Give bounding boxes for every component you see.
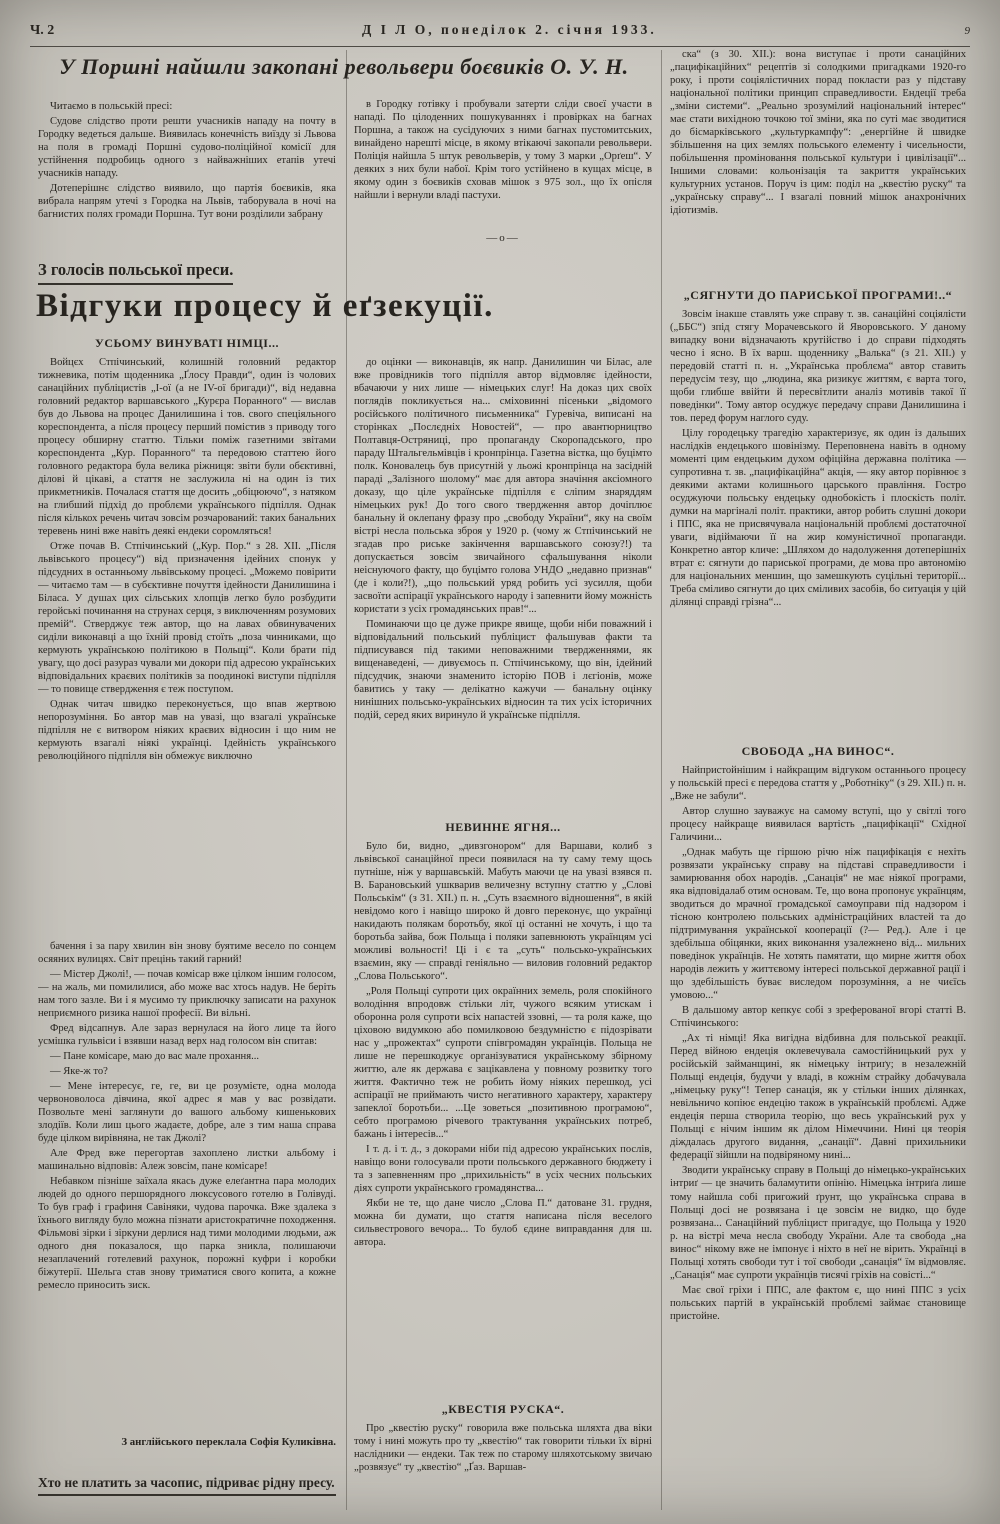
paragraph: — Яке-ж то? bbox=[50, 1066, 108, 1078]
kvestia-ruska-text bbox=[354, 1422, 652, 1514]
column-rule bbox=[346, 50, 347, 1510]
paragraph: Отже почав В. Стпічинський („Кур. Пор.“ з 28. XII. „Після львівського процесу“) від призначення ідейних спонук у підсудних в останньому львівському процесі. „Можемо повірити — читаємо там — в субєктивне почуття ідейности Данилишина і Біласа. У душах цих сільських хлопців легко було розбудити геройські починання на струнах серця, з виключенням розумових премій“. Стверджує теж автор, що на лавах обвинувачених сиділи виконавці а що їхній провід стоїть „поза чинниками, що кермують українською політикою в Польщі“. Коли брати під увагу, що досі разураз чували ми докори під адресою українських відповідальних краєвих політиків за поодинокі виступи підпілля — то повище ствердження є теж поступом. bbox=[38, 541, 336, 696]
feuilleton-text bbox=[38, 940, 336, 1432]
paragraph: Зводити українську справу в Польщі до німецько-українських інтриґ — це значить баламутити опінію. Німецька інтриґа лише тому найшла собі пригожий ґрунт, що українська справа в Польщі досі не розвязана і це зовсім не видко, що буде розвязана... Санаційний публіцист пригадує, що Польща у 1920 р. на вістрі меча несла свободу України. Але та свобода „на винос“ нікому вже не імпонує і ніхто в неї не вірить. Українці в Польщі хотять свободи тут і тої свободи „санація“ їм відмовляє. „Санація“ має супроти українців тисячі гріхів на совісті...“ bbox=[670, 1165, 966, 1281]
section-headline: Відгуки процесу й еґзекуції. bbox=[36, 288, 494, 324]
paragraph: Фред відсапнув. Але зараз вернулася на його лице та його усмішка гульвіси і взявши назад верх над голосом він спитав: bbox=[38, 1023, 336, 1048]
paragraph: „Однак мабуть ще гіршою річю ніж пацифікація є нехіть розвязати українську справу на підставі справедливости і замирювання обох народів. „Санація“ не має ніякої програми, яка відповідалаб отим основам. Те, що вона пропонує українцям, зводиться до мрачної громадської самоуправи під надзором і тісною контролею польських адміністраційних властей та до підтримування української кооперації (?— Ред.). Але і це здебільша обіцянки, яких виконання узалежнено від... мильних поведінок українців. Не хотять памятати, що мирне життя обох народів лежить у життєвому інтересі польської державної рації і що здебільшість буває виследом порозуміння, а не чиєїсь умовою...“ bbox=[670, 847, 966, 1002]
paragraph: Поминаючи що це дуже прикре явище, щоби ніби поважний і відповідальний польський публіцист фальшував факти та підписувався під такими неповажними твердженнями, як вищенаведені, — дивуємось п. Стпічинському, що він, ідейний підсудчик, знаючи знаменито історію ПОВ і лєгіонів, може бавитись у таку — делікатно кажучи — банальну оцінку нинішних польсько-українських відносин та тих усіх історичних подій, серед яких виринуло й українське підпілля. bbox=[354, 619, 652, 722]
lead-story-column-1 bbox=[38, 100, 336, 262]
lead-story-column-2 bbox=[354, 98, 652, 244]
paragraph: Має свої гріхи і ППС, але фактом є, що нині ППС з усіх польських партій в українській проблємі займає становище пристойне. bbox=[670, 1284, 966, 1322]
paragraph: Однак читач швидко переконується, що впав жертвою непорозуміння. Бо автор мав на увазі, що взагалі українське підпілля не є витвором ніяких краєвих відносин і що ним не кермують взагалі ніякі українці. Ідейність українського революційного підпілля він обмежує виключно bbox=[38, 699, 336, 763]
paragraph: бачення і за пару хвилин він знову буятиме весело по сонцем осяяних вулицях. Світ прецінь такий гарний! bbox=[38, 941, 336, 966]
paragraph: Зовсім інакше ставлять уже справу т. зв. санаційні соціялісти („ББС“) зпід стягу Морачевського й Яворовського. У даному випадку вони відзначають крутійство і до справи підходять чесно і ясно. В їх варш. щоденнику „Валька“ (з 21. XII.) у передовій статті п. н. „Українська проблєма“ автор ставить передусім тезу, що „людина, яка ризикує життям, є варта того, щоби глибше ввійти й пересвітлити аналіз мотивів такої її поведінки“. Тому автор осуджує передачу справи Данилишина і тов. перед форум наглого суду. bbox=[670, 309, 966, 425]
innocent-lamb-text bbox=[354, 840, 652, 1396]
paragraph: В дальшому автор кепкує собі з зреферованої вгорі статті В. Стпічинського: bbox=[670, 1005, 966, 1030]
paragraph: Небавком пізніше заїхала якась дуже елеґантна пара молодих людей до одного першорядного люксусового готелю в Голівуді. То був граф і графиня Савіняки, чудова парочка. Вже здалека з їхнього вигляду було можна пізнати аристократичне походження. Фільмові зірки і зіркуни дерлися над тими молодими людьми, аж одного дня показалося, що парка зникла, полишаючи незаплачений готелевий рахунок, порожні куфри і коробки біжутерії. Шельга став знову триматися свого копита, а кожне ремесло приносить зиск. bbox=[38, 1176, 336, 1292]
paragraph: Але Фред вже перегортав захоплено листки альбому і машинально відповів: Алеж зовсім, пане комісаре! bbox=[38, 1148, 336, 1173]
subhead-guilty-germans: УСЬОМУ ВИНУВАТІ НІМЦІ... bbox=[95, 336, 279, 350]
paragraph: „Роля Польщі супроти цих окраїнних земель, роля спокійного володіння впродовж стільки літ, чужого всяким утискам і оборонна роля супроти всіх напастей ззовні, — та роля каже, що ціховою видумкою або помилковою бездумністю є підозрівати нас у „прожектах“ супроти співгромадян українців. Польща не лише не перешкоджує організуватися українському збірному життю, але як держава є зацікавлена у повному розвитку того життя. Фактично теж не робить йому ніяких перешкод, усі аспірації не приймають чисто негативного характеру, характеру запеклої боротьби... ...Це зоветься „позитивною програмою“, себто програмою річевого трактування українських потреб, бажань і інтересів...“ bbox=[354, 986, 652, 1141]
section-column-3-top bbox=[670, 48, 966, 282]
paragraph: Дотеперішнє слідство виявило, що партія боєвиків, яка вибрала напрям утечі з Городка на Львів, таборувала в ночі на багнистих полях громади Поршна. Тут вони розділили забрану bbox=[38, 183, 336, 221]
paragraph: в Городку готівку і пробували затерти сліди своєї участи в нападі. По цілоденних пошукуваннях і провірках на багнах Поршна, а також на сусідуючих з ними багнах пустомитських, винайдено нарешті місце, в якому втікаючі закопали револьвери. Поліція найшла 5 штук револьверів, у тому 3 марки „Орґеш“. У деяких з них були набої. Крім того устійнено в кущах місце, в якому один з боєвиків сховав мішок з 975 зол., що їх опісля найшли і вернули владі пастухи. bbox=[354, 99, 652, 202]
paragraph: Найпристойнішим і найкращим відгуком останнього процесу у польській пресі є передова стаття у „Роботніку“ (з 29. XII.) п. н. „Вже не забули“. bbox=[670, 765, 966, 803]
subhead-svoboda-na-vynos: СВОБОДА „НА ВИНОС“. bbox=[741, 744, 895, 758]
header-rule bbox=[30, 46, 970, 47]
paragraph: Войцєх Стпічинський, колишній головний редактор тижневика, потім щоденника „Ґлосу Правди“, один із чолових санаційних публіцистів „І-ої (а не IV-ої бригади)“, від недавна головний редактор варшавського „Курєра Поранного“ — вислав був до Львова на процес Данилишина і тов. свого спеціяльного кореспондента, а після процесу перший помістив з приводу того процесу обширну статтю. Тільки поміж газетними звітами кореспондента „Кур. Поранного“ та передовою статтею його головного редактора була велика ріжниця: звіти були обєктивні, ділові й цікаві, а стаття не заслужила ні на один із тих прикметників. Почалася стаття ще досить „обіцюючо“, з натяком на глибший підхід до проблєми українського підпілля. Однак після кількох речень читач зовсім розчарований: таких банальних теревень нині вже навіть деякі ендеки соромляться! bbox=[38, 357, 336, 538]
masthead-title: Д І Л О, понеділок 2. січня 1933. bbox=[361, 22, 657, 37]
paragraph: „Ах ті німці! Яка вигідна відбивна для польської реакції. Перед війною ендеція оклевечувала самостійницький рух у російській займанщині, як німецьку інтриґу; в незалежній Польщі ендеція, будучи у владі, в кожнім страйку добачувала „німецьку руку“! Тепер санація, як у стільки інших ділянках, невільничо копіює ендецію також в українській проблємі. Адже ендеція перша створила теорію, що весь український рух у Польщі є нічим іншим як ділом Німеччини. Нині ця теорія діждалась другого видання, „санації“. Давні прихильники федерації зійшли на подвіряному нині... bbox=[670, 1033, 966, 1162]
paragraph: — Мене інтересує, ге, ге, ви це розумієте, одна молода червоноволоса дівчина, якої адрес я мав у вас розвідати. Позвольте мені заглянути до вашого альбому кишенькових злодіїв. Коли лиш цього жадаєте, добре, але з тим наша справа буде цілком вирівняна, не так Джолі? bbox=[38, 1081, 336, 1145]
section-kicker: З голосів польської преси. bbox=[38, 260, 233, 285]
section-column-2 bbox=[354, 356, 652, 814]
page-number: 9 bbox=[964, 25, 970, 37]
paragraph: Читаємо в польській пресі: bbox=[50, 101, 173, 112]
issue-number: Ч. 2 bbox=[30, 23, 55, 38]
paragraph: Було би, видно, „дивзгонором“ для Варшави, колиб з львівської санаційної преси появилася на ту саму тему щось путніше, ніж у варшавській. Мабуть маючи це на увазі взявся п. В. Барановський ушкварив величезну вступну статтю у „Слові Польськім“ (з 31. XII.) п. н. „Суть взаємного відношення“, в якій невідомо кого і навіщо широко й довго переконує, що українці накидають полякам боротьбу, якої ці останні не хочуть, і що та боротьба зайва, бож Польща і поляки запевнюють українцям усі можливі вольності! Ці і є та „суть“ польсько-українських взаємин, яку — справді геніяльно — виловив головний редактор „Слова Польського“. bbox=[354, 841, 652, 983]
story-end-divider: —о— bbox=[486, 232, 520, 244]
feuilleton-byline: З англійського переклала Софія Куликівна. bbox=[121, 1436, 336, 1448]
paragraph: Про „квестію руску“ говорила вже польська шляхта два віки тому і нині можуть про ту „квестію“ так говорити тільки їх вірні наслідники — ендеки. Так теж по старому шляхотському звичаю „розвязує“ ту „квестію“ „Ґаз. Варшав- bbox=[354, 1423, 652, 1474]
paragraph: Автор слушно зауважує на самому вступі, що у світлі того процесу найкраще виявилася вартість „пацифікації“ Східної Галичини... bbox=[670, 806, 966, 844]
subscription-slogan: Хто не платить за часопис, підриває рідну пресу. bbox=[38, 1474, 336, 1496]
subhead-kvestia-ruska: „КВЕСТІЯ РУСКА“. bbox=[441, 1402, 565, 1416]
paragraph: — Пане комісаре, маю до вас мале прохання... bbox=[50, 1051, 260, 1063]
paris-program-text bbox=[670, 308, 966, 738]
subhead-innocent-lamb: НЕВИННЕ ЯГНЯ... bbox=[445, 820, 561, 834]
paragraph: І т. д. і т. д., з докорами ніби під адресою українських послів, навіщо вони голосували проти польського державного бюджету і та з запевненням про „прихильність“ в усіх чесних польських діях супроти українського громадянства... bbox=[354, 1144, 652, 1195]
page-header bbox=[30, 22, 970, 42]
paragraph: Якби не те, що дане число „Слова П.“ датоване 31. грудня, можна би думати, що стаття написана після веселого сильвестрового вечора... То булоб єдине виправдання для ш. автора. bbox=[354, 1198, 652, 1249]
paragraph: — Містер Джолі!, — почав комісар вже цілком іншим голосом, — на жаль, ми помилилися, або може вас хтось надув. Не беріть нам того зазле. Ви і я мусимо ту приключку записати на рахунок неприємного ризика нашої професії. Ви вільні. bbox=[38, 969, 336, 1020]
column-rule bbox=[661, 50, 662, 1510]
subhead-paris-program: „СЯГНУТИ ДО ПАРИСЬКОЇ ПРОГРАМИ!..“ bbox=[683, 288, 953, 302]
section-column-1 bbox=[38, 356, 336, 926]
lead-headline: У Поршні найшли закопані револьвери боєвиків О. У. Н. bbox=[59, 54, 629, 79]
paragraph: до оцінки — виконавців, як напр. Данилишин чи Білас, але вже провідників того підпілля автор відмовляє ідейности, вбачаючи у них лише — німецьких слуг! На доказ цих своїх поглядів покликується на... сміховинні пісеньки „відомого російського політичного письменника“ Гуревіча, виписані на сторінках „Послєдніх Новостей“, — про авантюрництво Полтавця-Остряниці, про пропаганду Скоропадського, про параду Штальгельмівців і кронпрінца. Газетна вістка, що буцімто полк. Коновалець був присутній у льожі кронпрінца на засідній параді „Залізного шолому“ має для автора значіння аксіомного доказу, що ціле українське підпілля є сліпим знаряддям німецьких рук! До того свого твердження автор дочіплює банальну й оклепану фразу про „свободу України“, яку на своїм вістрі несла польська зброя у 1920 р. (чому ж Стпічинський не згадав про риське закінчення варшавського союзу?!) та допускається зовсім звичайного сфальшування ніколи неіснуючого факту, що буцімто голова УНДО „недавно признав“ (де і коли?!), „що польський уряд робить усі зусилля, щоби засвоїти аспірації українського народу і запевнити йому можність користати з усіх громадянських прав!“... bbox=[354, 357, 652, 616]
svoboda-na-vynos-text bbox=[670, 764, 966, 1512]
paragraph: ска“ (з 30. XII.): вона виступає і проти санаційних „пацифікаційних“ рецептів зі солодкими пригадками 1920-го року, і проти соціялістичних порад покласти раз у підставу національної політики принцип справедливости. Ендеції треба „зміни системи“. „Реально зрозумілий національний інтерес“ має стати вихідною точкою тої зміни, яка по суті має зводитися до бісмарківського „культуркампфу“: „енергійне й швидке збільшення на цих землях польського елементу і чисельности, побільшення проміновання польської культури і цивілізації“... Іншими словами: кольонізація та закриття українських культурних установ. Поруч із цим: поділ на „квестію руску“ та „українську справу“... І взагалі повний мішок анахронічних ідіотизмів. bbox=[670, 49, 966, 217]
paragraph: Цілу городецьку трагедію характеризує, як один із дальших наслідків ендецького шовінізму. Переповнена навіть в одному моменті цим ендецьким духом офіційна державна політика — супротивна т. зв. „пацифікаційна“ акція, — яку автор порівнює з деякими актами колишнього царського правління. Гостро осуджуючи польську ендецьку однобокість і плоскість політ. думки на маргіналі політ. практики, автор робить слушні докори і ППС, яка не присвячувала національній проблємі достаточної уваги, відіймаючи її на жир комуністичної пропаганди. Конкретно автор кличе: „Шляхом до надолуження дотеперішніх втрат є: сягнути до париської програми, де мова про автономію для національних меншин, що замешкують суцільні території... Треба сміливо сягнути до цих сміливих засобів, бо ситуація у цій ділянці справді грізна“... bbox=[670, 428, 966, 609]
paragraph: Судове слідство проти решти учасників нападу на почту в Городку ведеться дальше. Виявилась конечність виїзду зі Львова на поля в громаді Поршні судово-поліційної комісії для устійнення подробиць одного з найважніших етапів утечі учасників нападу. bbox=[38, 116, 336, 180]
